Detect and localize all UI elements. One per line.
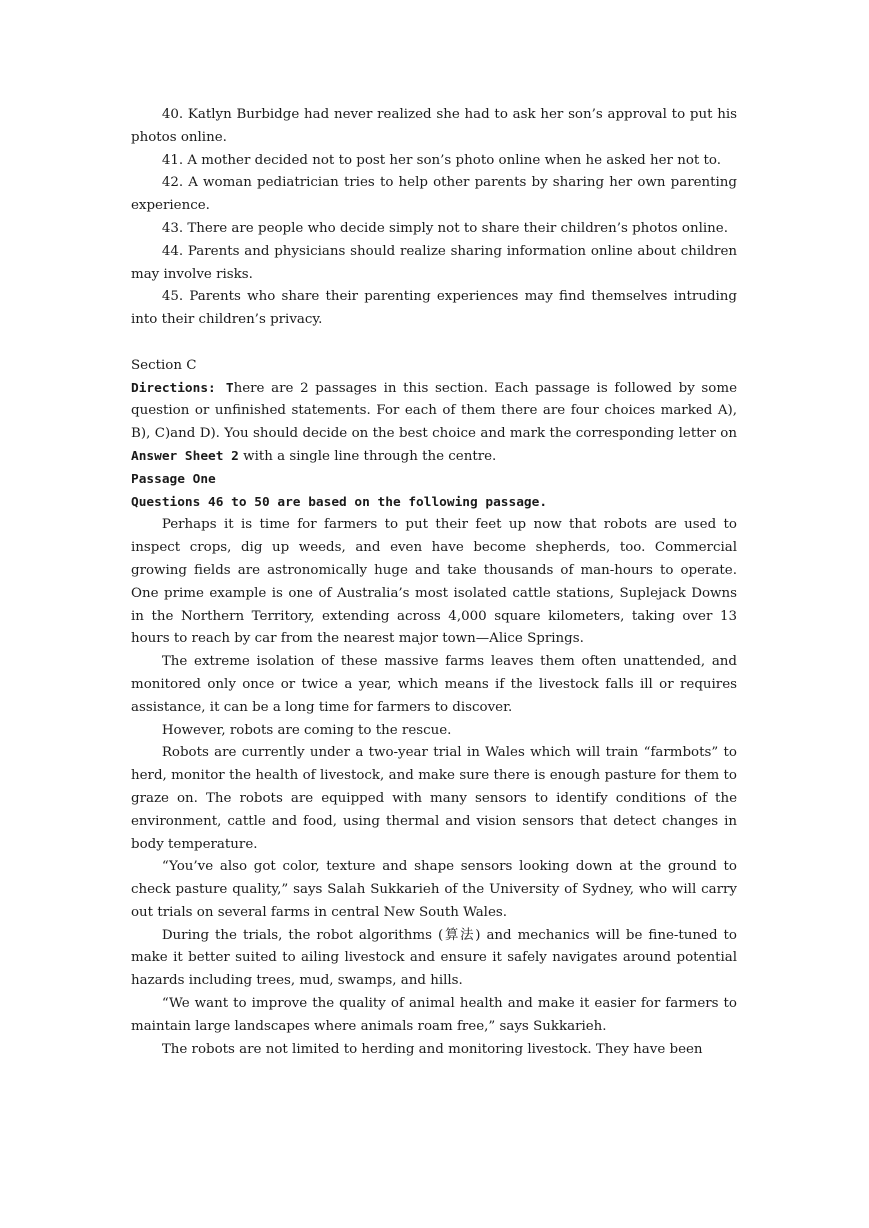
passage-paragraph-7: “We want to improve the quality of animal health and make it easier for farmers to maintain large landscapes where animals roam free,” says Sukkarieh. [131,996,737,1034]
passage-paragraph-6: During the trials, the robot algorithms (算法) and mechanics will be fine-tuned to make it better suited to ailing livestock and ensure it safely navigates around potential hazards including trees, mud, swamps, and hills. [131,927,737,989]
passage-paragraph-3: However, robots are coming to the rescue. [161,722,452,738]
passage-paragraph-4: Robots are currently under a two-year trial in Wales which will train “farmbots” to herd, monitor the health of livestock, and make sure there is enough pasture for them to graze on. The robots are equipped with many sensors to identify conditions of the environment, cattle and food, using thermal and vision sensors that detect changes in body temperature. [131,745,737,852]
statement-42: 42. A woman pediatrician tries to help other parents by sharing her own parenting experience. [131,175,737,214]
statement-45: 45. Parents who share their parenting experiences may find themselves intruding into their children’s privacy. [131,289,737,328]
questions-heading: Questions 46 to 50 are based on the following passage. [131,494,548,510]
section-title: Section C [131,357,197,373]
statement-44: 44. Parents and physicians should realize sharing information online about children may involve risks. [131,243,737,282]
statement-43: 43. There are people who decide simply not to share their children’s photos online. [161,220,728,236]
directions-text-1: here are 2 passages in this section. Each passage is followed by some question or unfinished statements. For each of them there are four choices marked A), B), C)and D). You should decide on the best choice and mark the corresponding letter on [131,380,737,442]
answer-sheet-label: Answer Sheet 2 [131,448,239,464]
directions-text-2: with a single line through the centre. [238,448,497,464]
passage-title: Passage One [131,471,216,487]
statement-40: 40. Katlyn Burbidge had never realized she had to ask her son’s approval to put his photos online. [131,107,737,145]
passage-paragraph-5: “You’ve also got color, texture and shape sensors looking down at the ground to check pasture quality,” says Salah Sukkarieh of the University of Sydney, who will carry out trials on several farms in central New South Wales. [131,859,737,920]
passage-paragraph-8: The robots are not limited to herding and monitoring livestock. They have been [161,1041,703,1057]
passage-paragraph-2: The extreme isolation of these massive farms leaves them often unattended, and monitored only once or twice a year, which means if the livestock falls ill or requires assistance, it can be a long time for farmers to discover. [131,654,737,715]
directions-label: Directions: T [131,380,234,396]
document-page [131,104,737,1061]
section-gap [131,332,737,355]
directions-paragraph [131,378,737,469]
passage-paragraph-1: Perhaps it is time for farmers to put their feet up now that robots are used to inspect crops, dig up weeds, and even have become shepherds, too. Commercial growing fields are astronomically huge and take thousands of man-hours to operate. One prime example is one of Australia’s most isolated cattle stations, Suplejack Downs in the Northern Territory, extending across 4,000 square kilometers, taking over 13 hours to reach by car from the nearest major town—Alice Springs. [131,517,737,647]
statement-41: 41. A mother decided not to post her son’s photo online when he asked her not to. [161,152,721,168]
